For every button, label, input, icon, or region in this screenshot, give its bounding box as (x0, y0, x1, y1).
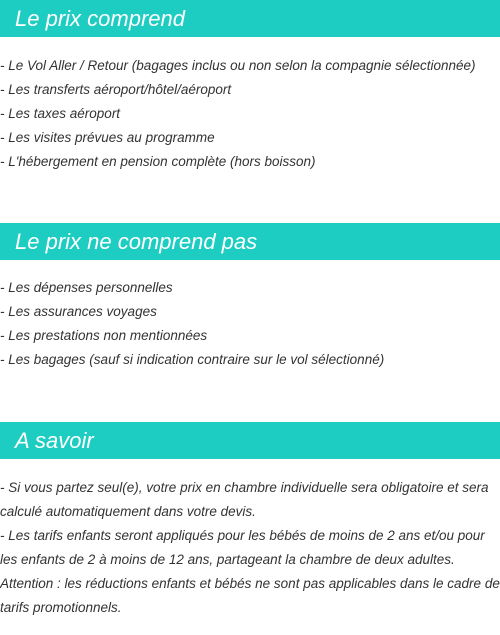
list-item: - Les taxes aéroport (0, 106, 121, 121)
info-paragraph: - Si vous partez seul(e), votre prix en chambre individuelle sera obligatoire et sera calculé automatiquement dans votre devis. (0, 480, 489, 519)
list-item: - Les transferts aéroport/hôtel/aéroport (0, 82, 232, 97)
list-item: - Le Vol Aller / Retour (bagages inclus ou non selon la compagnie sélectionnée) (0, 58, 476, 73)
info-paragraph: Attention : les réductions enfants et bébés ne sont pas applicables dans le cadre de tarifs promotionnels. (0, 576, 500, 615)
section-header-not-included: Le prix ne comprend pas (0, 223, 500, 260)
list-item: - Les assurances voyages (0, 304, 157, 319)
section-header-info: A savoir (0, 422, 500, 459)
included-list (0, 54, 500, 174)
info-paragraph: - Les tarifs enfants seront appliqués pour les bébés de moins de 2 ans et/ou pour les enfants de 2 à moins de 12 ans, partageant la chambre de deux adultes. (0, 528, 485, 567)
list-item: - Les prestations non mentionnées (0, 328, 208, 343)
list-item: - Les bagages (sauf si indication contraire sur le vol sélectionné) (0, 352, 385, 367)
list-item: - L'hébergement en pension complète (hors boisson) (0, 154, 316, 169)
list-item: - Les dépenses personnelles (0, 280, 173, 295)
section-header-included: Le prix comprend (0, 0, 500, 37)
not-included-list (0, 276, 500, 372)
list-item: - Les visites prévues au programme (0, 130, 215, 145)
info-text-block (0, 476, 500, 620)
